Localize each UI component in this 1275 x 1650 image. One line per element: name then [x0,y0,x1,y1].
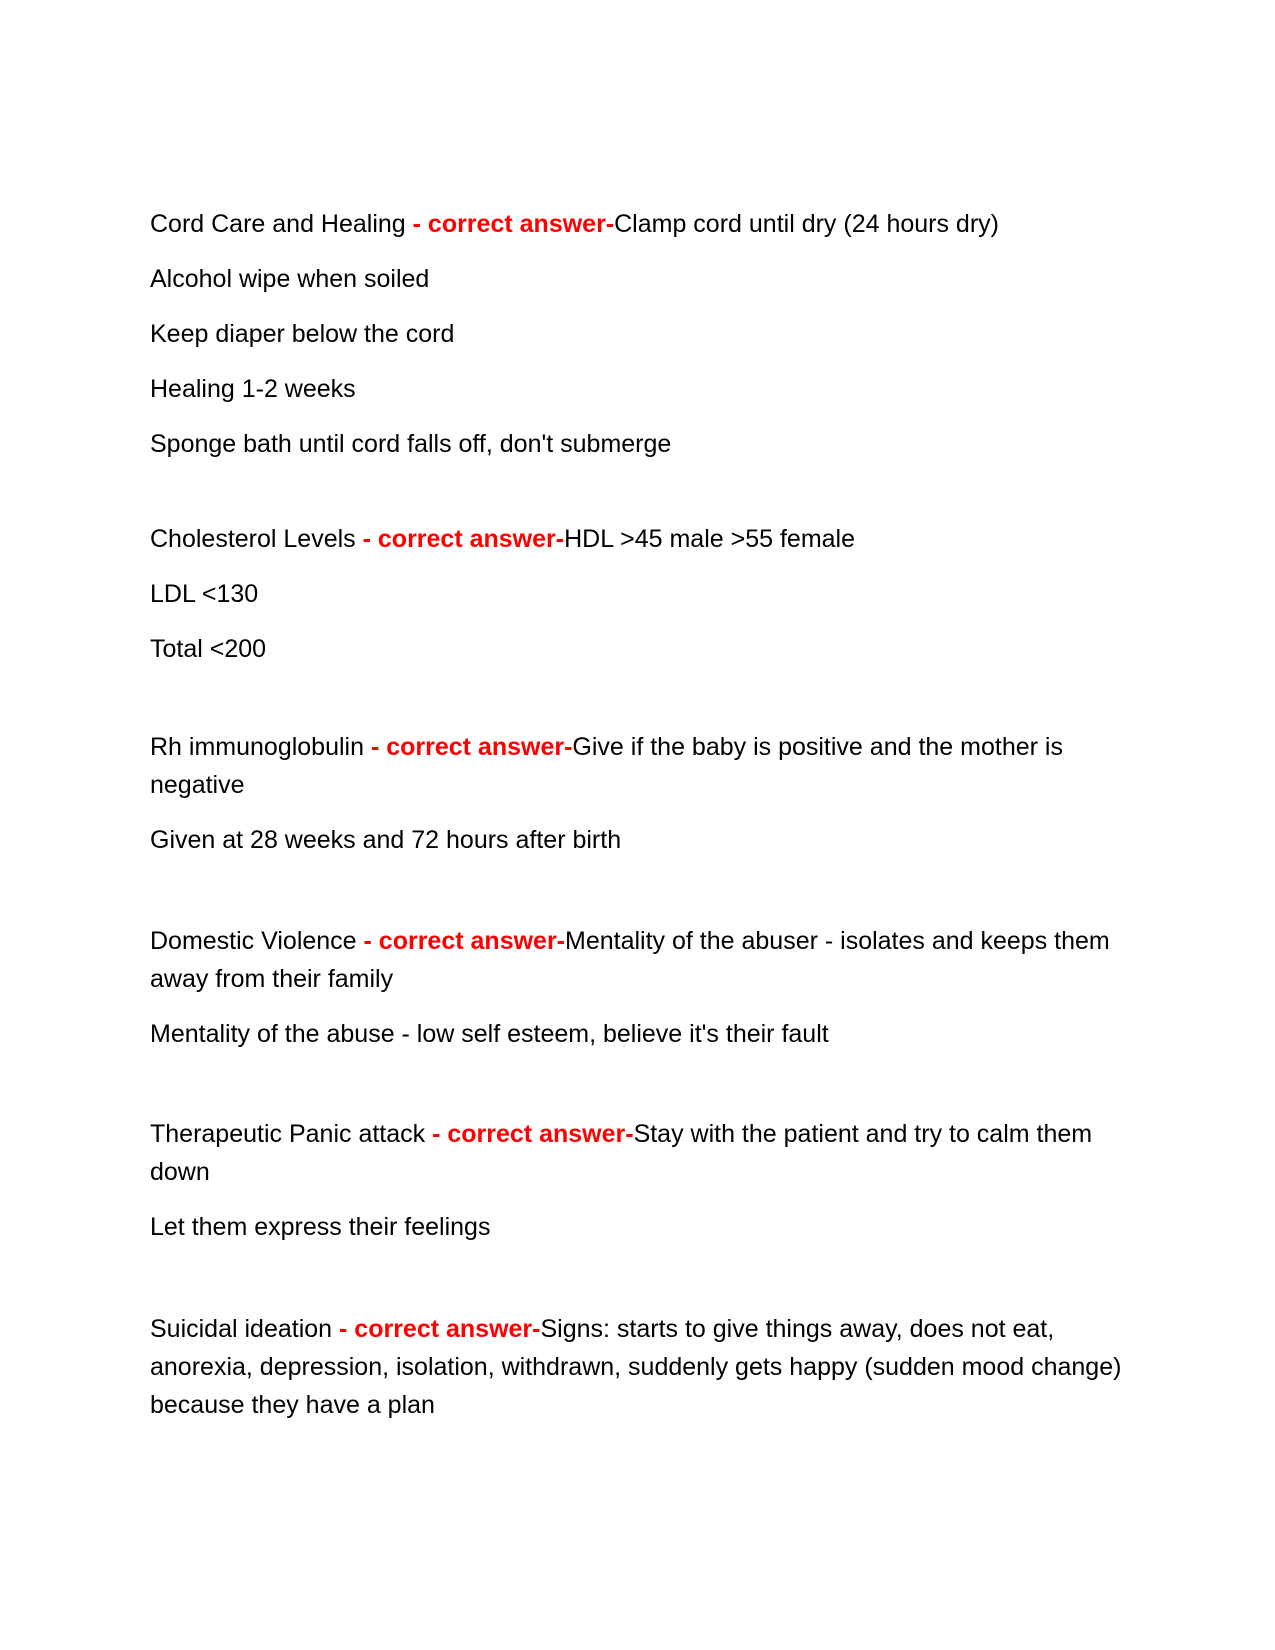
question-line [150,1310,1140,1424]
correct-answer-label: - correct answer- [412,210,615,238]
answer-line: Given at 28 weeks and 72 hours after birth [150,826,622,854]
correct-answer-label: - correct answer- [432,1120,634,1148]
answer-line: Sponge bath until cord falls off, don't submerge [150,430,672,458]
question-line [150,922,1140,998]
term: Suicidal ideation [150,1315,340,1343]
answer-text: Stay with the patient and try to calm them down [150,1120,1093,1186]
answer-line: Let them express their feelings [150,1213,491,1241]
term: Cord Care and Healing [150,210,413,238]
correct-answer-label: - correct answer- [363,927,565,955]
question-line [150,520,1140,558]
term: Therapeutic Panic attack [150,1120,433,1148]
answer-line: Healing 1-2 weeks [150,375,356,403]
term: Rh immunoglobulin [150,733,371,761]
answer-line: Total <200 [150,635,267,663]
answer-text: Clamp cord until dry (24 hours dry) [614,210,999,238]
answer-line: Alcohol wipe when soiled [150,265,430,293]
flashcard [150,205,1140,480]
flashcard [150,728,1140,876]
correct-answer-label: - correct answer- [362,525,565,553]
answer-text: Signs: starts to give things away, does not eat, anorexia, depression, isolation, withdrawn, suddenly gets happy (sudden mood change) because they have a plan [150,1315,1122,1419]
answer-text: Give if the baby is positive and the mother is negative [150,733,1063,799]
flashcard [150,1310,1140,1441]
answer-line: Keep diaper below the cord [150,320,455,348]
answer-line: Mentality of the abuse - low self esteem, believe it's their fault [150,1020,829,1048]
answer-text: Mentality of the abuser - isolates and keeps them away from their family [150,927,1110,993]
flashcard [150,1115,1140,1263]
correct-answer-label: - correct answer- [339,1315,541,1343]
answer-line: LDL <130 [150,580,259,608]
term: Cholesterol Levels [150,525,363,553]
correct-answer-label: - correct answer- [370,733,573,761]
question-line [150,728,1140,804]
answer-text: HDL >45 male >55 female [564,525,855,553]
term: Domestic Violence [150,927,364,955]
question-line [150,205,1140,243]
flashcard [150,520,1140,685]
flashcard [150,922,1140,1070]
question-line [150,1115,1140,1191]
